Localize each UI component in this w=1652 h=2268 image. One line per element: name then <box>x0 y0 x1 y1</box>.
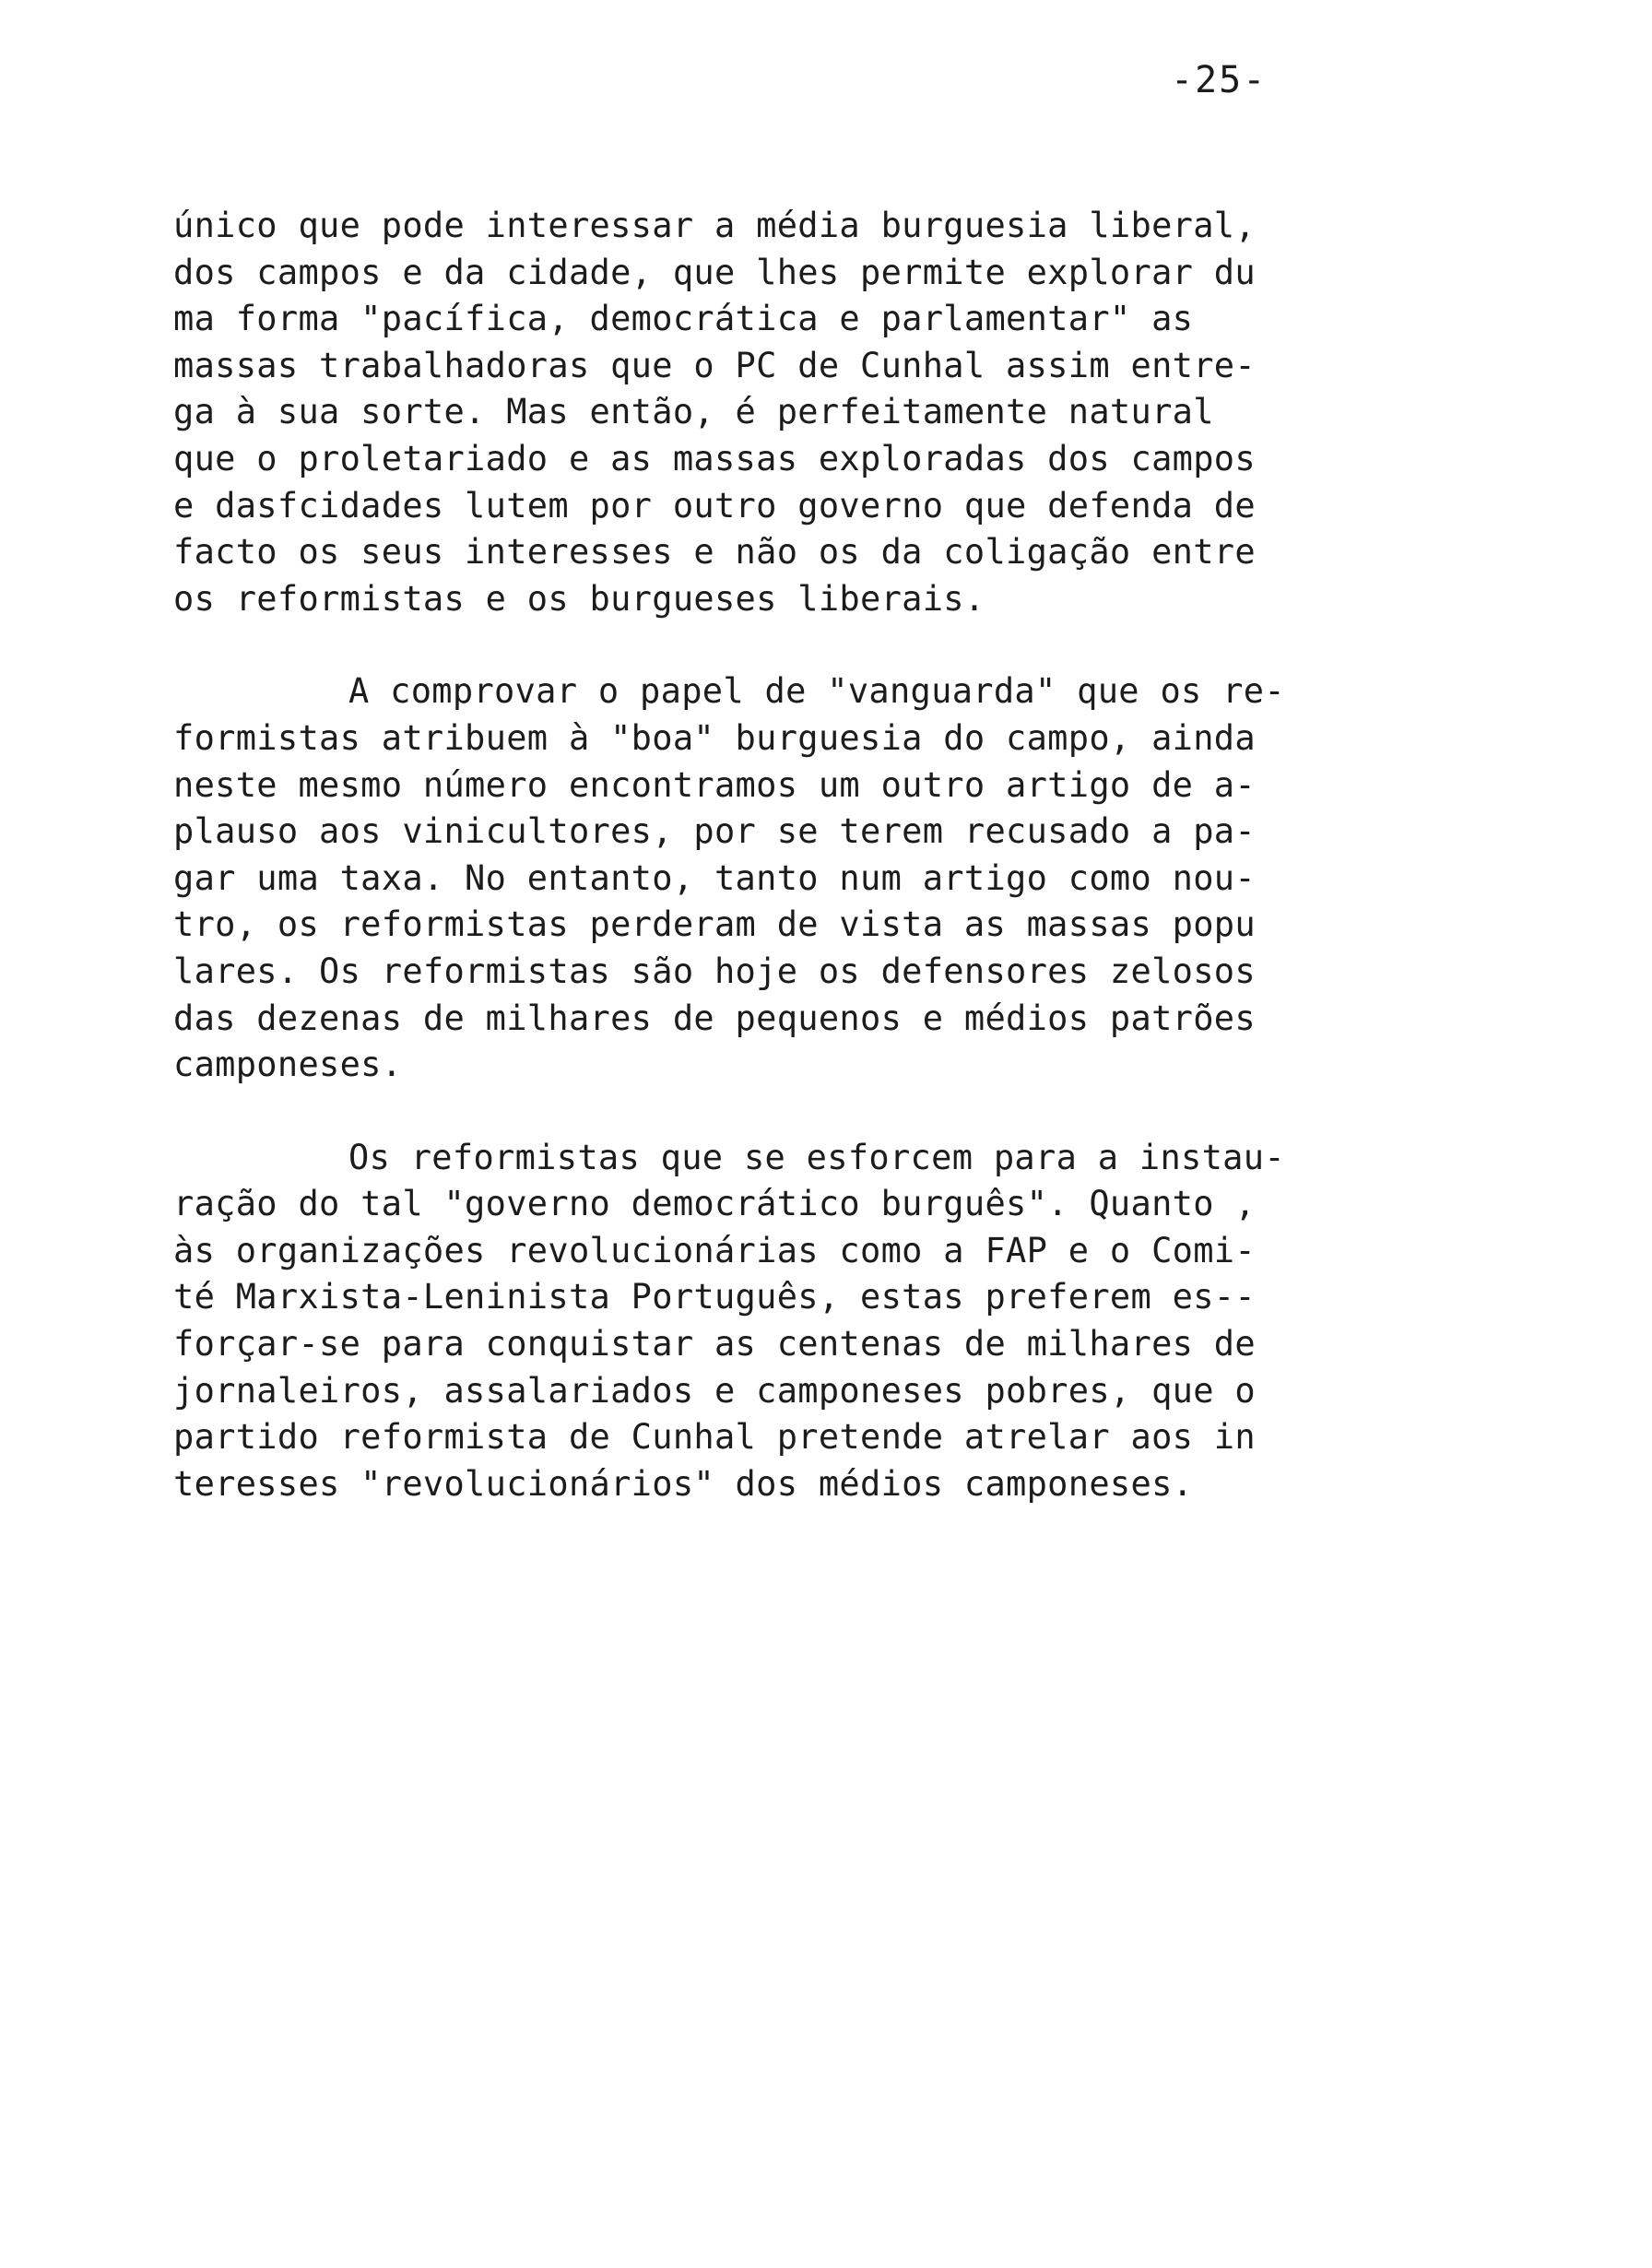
text-line: gar uma taxa. No entanto, tanto num artigo como nou- <box>173 857 1256 898</box>
text-line: único que pode interessar a média burguesia liberal, <box>173 206 1256 245</box>
paragraph-3 <box>173 1135 1510 1508</box>
paragraph-1 <box>173 203 1510 622</box>
text-line: jornaleiros, assalariados e camponeses pobres, que o <box>173 1370 1256 1411</box>
text-line: forçar-se para conquistar as centenas de milhares de <box>173 1324 1256 1364</box>
text-line: tro, os reformistas perderam de vista as massas popu <box>173 904 1256 945</box>
paragraph-2 <box>173 668 1510 1088</box>
paragraph-spacer <box>173 1089 1510 1135</box>
text-line: lares. Os reformistas são hoje os defensores zelosos <box>173 951 1256 991</box>
text-line: té Marxista-Leninista Português, estas preferem es-- <box>173 1277 1256 1317</box>
text-line: Os reformistas que se esforcem para a instau- <box>348 1137 1285 1177</box>
text-line: dos campos e da cidade, que lhes permite explorar du <box>173 252 1256 292</box>
text-line: facto os seus interesses e não os da coligação entre <box>173 532 1256 573</box>
body-text <box>173 203 1510 1507</box>
text-line: ração do tal "governo democrático burguês". Quanto , <box>173 1184 1256 1224</box>
text-line: camponeses. <box>173 1045 403 1085</box>
text-line: os reformistas e os burgueses liberais. <box>173 578 985 619</box>
paragraph-spacer <box>173 622 1510 668</box>
text-line: A comprovar o papel de "vanguarda" que os re- <box>348 671 1285 712</box>
text-line: que o proletariado e as massas exploradas dos campos <box>173 438 1256 478</box>
text-line: ga à sua sorte. Mas então, é perfeitamente natural <box>173 392 1214 432</box>
text-line: e dasfcidades lutem por outro governo que defenda de <box>173 485 1256 526</box>
page-number: -25- <box>1171 59 1268 101</box>
text-line: formistas atribuem à "boa" burguesia do campo, ainda <box>173 717 1256 758</box>
text-line: plauso aos vinicultores, por se terem recusado a pa- <box>173 811 1256 852</box>
text-line: partido reformista de Cunhal pretende atrelar aos in <box>173 1417 1256 1458</box>
text-line: neste mesmo número encontramos um outro artigo de a- <box>173 764 1256 805</box>
text-line: das dezenas de milhares de pequenos e médios patrões <box>173 998 1256 1038</box>
text-line: massas trabalhadoras que o PC de Cunhal assim entre- <box>173 345 1256 385</box>
text-line: ma forma "pacífica, democrática e parlamentar" as <box>173 299 1194 339</box>
text-line: teresses "revolucionários" dos médios camponeses. <box>173 1463 1194 1504</box>
text-line: às organizações revolucionárias como a FAP e o Comi- <box>173 1230 1256 1270</box>
